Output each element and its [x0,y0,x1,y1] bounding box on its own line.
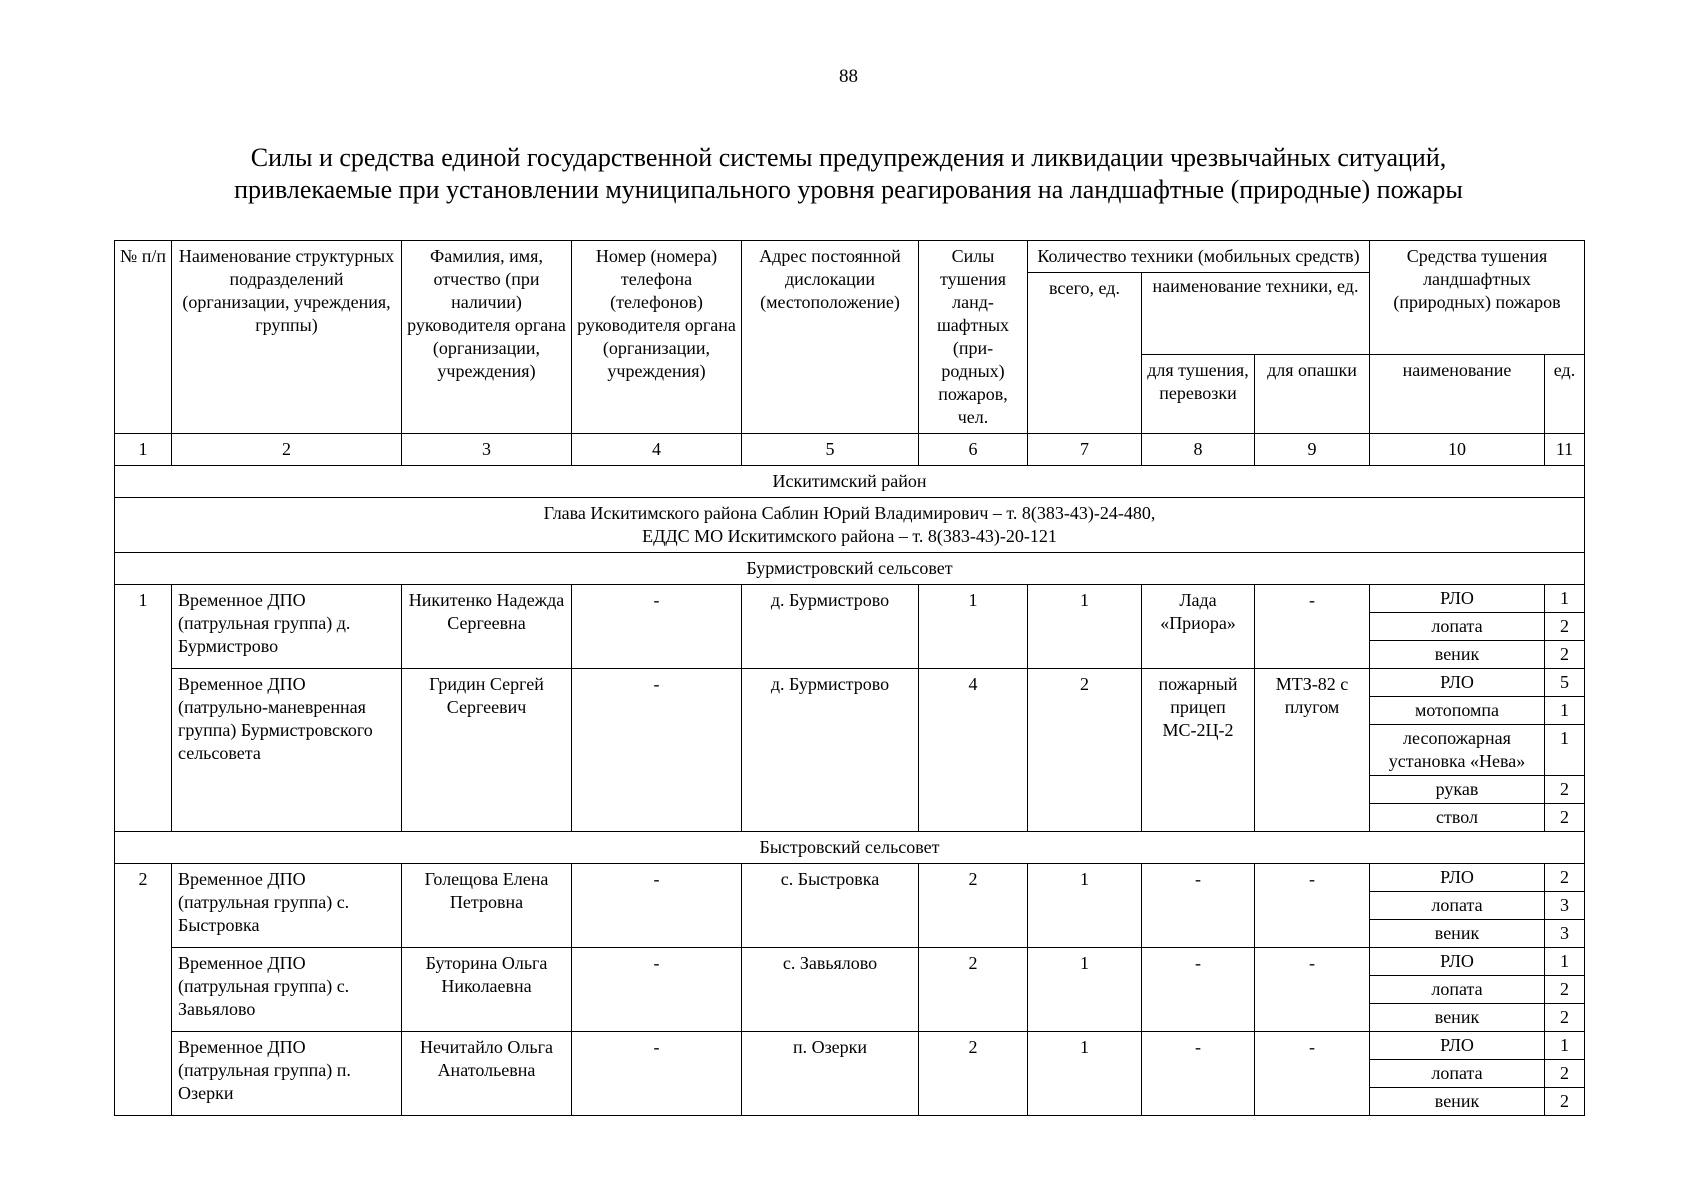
means-qty: 2 [1545,1060,1585,1088]
section-row [115,832,1585,864]
means-qty: 1 [1545,697,1585,725]
unit-name: Временное ДПО (патрульная группа) с. Быстровка [172,864,402,948]
column-number: 11 [1545,434,1585,466]
means-qty: 2 [1545,864,1585,892]
column-number: 6 [919,434,1028,466]
unit-plough: - [1255,1032,1370,1116]
means-qty: 1 [1545,585,1585,613]
means-name: рукав [1370,776,1545,804]
means-name: РЛО [1370,585,1545,613]
unit-transport: Лада «Приора» [1142,585,1255,669]
row-number: 2 [115,864,172,1116]
head-info-line-2: ЕДДС МО Искитимского района – т. 8(383-43)-20-121 [642,526,1057,546]
unit-transport: пожарный прицеп МС-2Ц-2 [1142,669,1255,832]
unit-head: Гридин Сергей Сергеевич [402,669,572,832]
header-means-name: наименование [1370,355,1545,434]
unit-head: Голещова Елена Петровна [402,864,572,948]
header-forces: Силы тушения ланд- шафтных (при- родных) пожаров, чел. [919,241,1028,434]
head-info-line-1: Глава Искитимского района Саблин Юрий Владимирович – т. 8(383-43)-24-480, [543,503,1156,523]
unit-head: Нечитайло Ольга Анатольевна [402,1032,572,1116]
unit-plough: - [1255,585,1370,669]
means-name: мотопомпа [1370,697,1545,725]
page-number: 88 [839,66,858,87]
means-name: РЛО [1370,669,1545,697]
unit-name: Временное ДПО (патрульно-маневренная группа) Бурмистровского сельсовета [172,669,402,832]
unit-people: 4 [919,669,1028,832]
unit-head: Никитенко Надежда Сергеевна [402,585,572,669]
unit-equipment-total: 1 [1028,585,1142,669]
means-qty: 2 [1545,613,1585,641]
header-equipment: Количество техники (мобильных средств) [1028,241,1370,273]
unit-people: 2 [919,864,1028,948]
unit-transport: - [1142,864,1255,948]
means-qty: 3 [1545,892,1585,920]
unit-head: Буторина Ольга Николаевна [402,948,572,1032]
unit-equipment-total: 1 [1028,948,1142,1032]
means-name: лопата [1370,976,1545,1004]
means-name: веник [1370,920,1545,948]
means-qty: 1 [1545,948,1585,976]
means-name: РЛО [1370,1032,1545,1060]
column-number: 1 [115,434,172,466]
means-qty: 2 [1545,1088,1585,1116]
unit-address: п. Озерки [742,1032,919,1116]
means-name: РЛО [1370,864,1545,892]
table-header [115,241,1585,466]
header-means-qty: ед. [1545,355,1585,434]
section-row [115,553,1585,585]
column-number-row [115,434,1585,466]
header-means: Средства тушения ландшафтных (природных) пожаров [1370,241,1585,355]
unit-phone: - [572,948,742,1032]
header-plough: для опашки [1255,355,1370,434]
section-name: Быстровский сельсовет [115,832,1585,864]
forces-table [114,240,1585,1116]
unit-people: 2 [919,948,1028,1032]
title-line-2: привлекаемые при установлении муниципального уровня реагирования на ландшафтные (природные) пожары [234,175,1463,204]
column-number: 5 [742,434,919,466]
unit-people: 2 [919,1032,1028,1116]
table-body [115,466,1585,1116]
means-qty: 1 [1545,1032,1585,1060]
column-number: 2 [172,434,402,466]
means-name: лесопожарная установка «Нева» [1370,725,1545,776]
table-row [115,669,1585,697]
header-transport: для тушения, перевозки [1142,355,1255,434]
header-number: № п/п [115,241,172,434]
unit-address: д. Бурмистрово [742,669,919,832]
header-equipment-total: всего, ед. [1028,273,1142,434]
unit-transport: - [1142,948,1255,1032]
title-line-1: Силы и средства единой государственной системы предупреждения и ликвидации чрезвычайных ситуаций, [250,143,1447,172]
header-head-name: Фамилия, имя, отчество (при наличии) руководителя органа (организации, учреждения) [402,241,572,434]
document-title [0,142,1697,206]
table-row [115,864,1585,892]
means-name: веник [1370,1088,1545,1116]
header-address: Адрес постоянной дислокации (местоположение) [742,241,919,434]
unit-equipment-total: 1 [1028,864,1142,948]
means-qty: 2 [1545,776,1585,804]
column-number: 9 [1255,434,1370,466]
column-number: 7 [1028,434,1142,466]
unit-plough: - [1255,948,1370,1032]
unit-plough: - [1255,864,1370,948]
means-qty: 1 [1545,725,1585,776]
unit-phone: - [572,1032,742,1116]
header-phone: Номер (номера) телефона (телефонов) руководителя органа (организации, учреждения) [572,241,742,434]
unit-phone: - [572,669,742,832]
column-number: 10 [1370,434,1545,466]
means-qty: 3 [1545,920,1585,948]
unit-name: Временное ДПО (патрульная группа) д. Бурмистрово [172,585,402,669]
unit-address: с. Завьялово [742,948,919,1032]
unit-people: 1 [919,585,1028,669]
district-row [115,466,1585,498]
means-name: лопата [1370,613,1545,641]
table-row [115,948,1585,976]
means-qty: 2 [1545,976,1585,1004]
unit-plough: МТЗ-82 с плугом [1255,669,1370,832]
means-qty: 2 [1545,1004,1585,1032]
unit-name: Временное ДПО (патрульная группа) п. Озерки [172,1032,402,1116]
district-name: Искитимский район [115,466,1585,498]
unit-phone: - [572,585,742,669]
head-info [115,498,1585,553]
means-qty: 5 [1545,669,1585,697]
header-unit-name: Наименование структурных подразделений (организации, учреждения, группы) [172,241,402,434]
unit-name: Временное ДПО (патрульная группа) с. Завьялово [172,948,402,1032]
header-equipment-names: наименование техники, ед. [1142,273,1370,355]
table-row [115,1032,1585,1060]
unit-address: д. Бурмистрово [742,585,919,669]
unit-phone: - [572,864,742,948]
row-number: 1 [115,585,172,832]
column-number: 3 [402,434,572,466]
means-name: лопата [1370,892,1545,920]
means-name: ствол [1370,804,1545,832]
means-name: РЛО [1370,948,1545,976]
unit-address: с. Быстровка [742,864,919,948]
section-name: Бурмистровский сельсовет [115,553,1585,585]
unit-transport: - [1142,1032,1255,1116]
means-name: лопата [1370,1060,1545,1088]
column-number: 4 [572,434,742,466]
means-qty: 2 [1545,804,1585,832]
means-name: веник [1370,1004,1545,1032]
head-info-row [115,498,1585,553]
means-qty: 2 [1545,641,1585,669]
table-row [115,585,1585,613]
unit-equipment-total: 2 [1028,669,1142,832]
means-name: веник [1370,641,1545,669]
unit-equipment-total: 1 [1028,1032,1142,1116]
column-number: 8 [1142,434,1255,466]
